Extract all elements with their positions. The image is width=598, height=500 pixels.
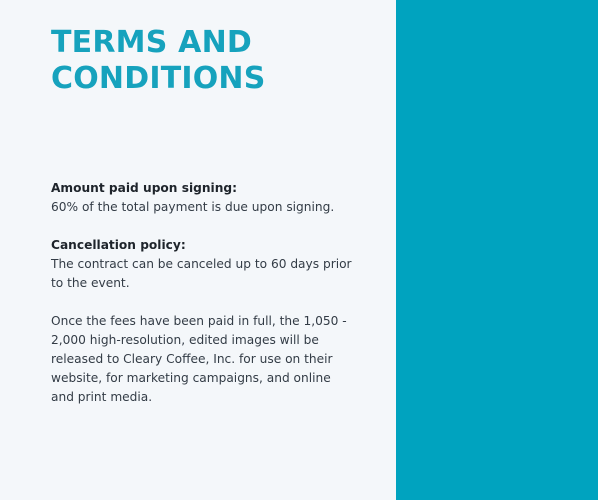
payment-section xyxy=(51,179,356,217)
usage-section xyxy=(51,312,356,407)
title-line-2: CONDITIONS xyxy=(51,61,266,96)
title-line-1: TERMS AND xyxy=(51,25,252,60)
cancellation-body: The contract can be canceled up to 60 days prior to the event. xyxy=(51,257,352,290)
cancellation-section xyxy=(51,236,356,293)
payment-body: 60% of the total payment is due upon signing. xyxy=(51,200,335,214)
payment-heading: Amount paid upon signing: xyxy=(51,181,237,195)
terms-content xyxy=(51,179,356,426)
accent-panel xyxy=(396,0,598,500)
usage-body: Once the fees have been paid in full, the 1,050 - 2,000 high-resolution, edited images will be released to Cleary Coffee, Inc. for use on their website, for marketing campaigns, and online and print media. xyxy=(51,314,347,404)
page-title xyxy=(51,25,381,97)
cancellation-heading: Cancellation policy: xyxy=(51,238,186,252)
